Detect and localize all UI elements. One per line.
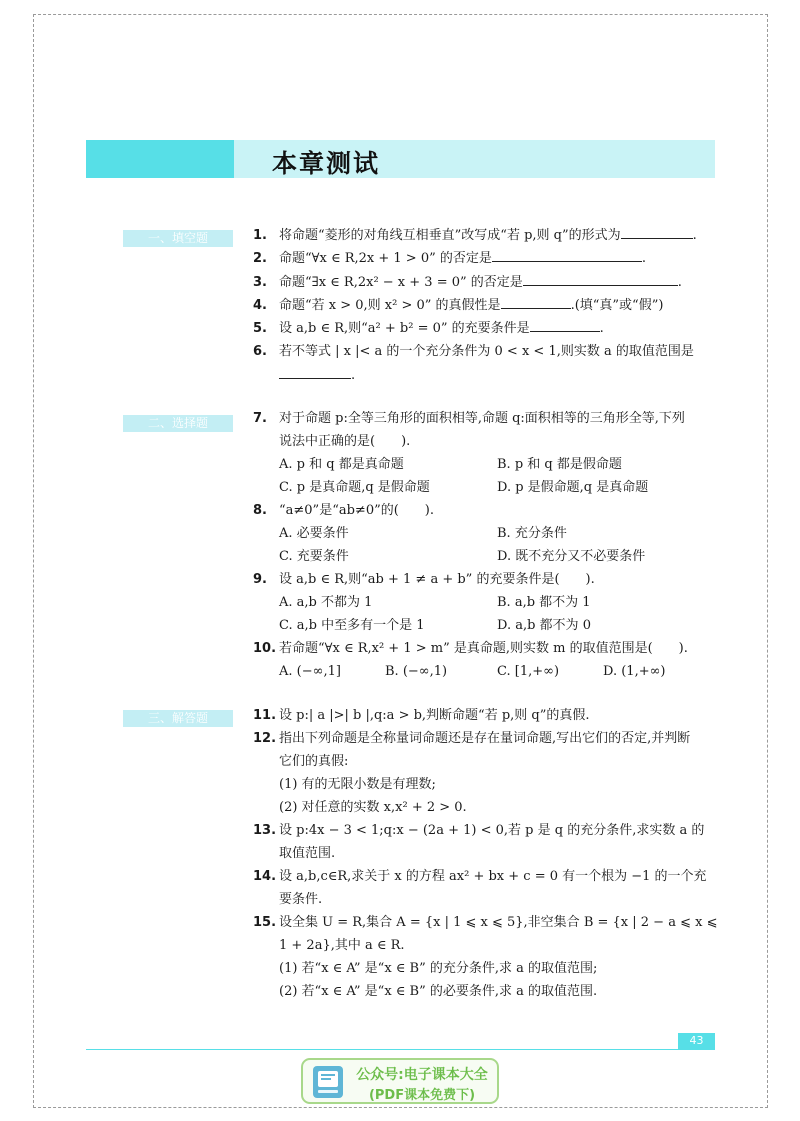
option-9c: C. a,b 中至多有一个是 1	[279, 618, 425, 633]
question-8: 8. “a≠0”是“ab≠0”的( ).	[253, 499, 721, 522]
question-number: 5.	[253, 321, 267, 336]
question-number: 14.	[253, 869, 277, 884]
question-6-continued: .	[279, 364, 355, 387]
option-10a: A. (−∞,1]	[279, 664, 341, 679]
question-11: 11. 设 p:| a |>| b |,q:a > b,判断命题“若 p,则 q”的真假.	[253, 704, 721, 727]
section-label-fill: 一、填空题	[123, 230, 233, 247]
question-3: 3. 命题“∃x ∈ R,2x² − x + 3 = 0” 的否定是 .	[253, 271, 721, 294]
option-10b: B. (−∞,1)	[385, 664, 448, 679]
question-12: 12. 指出下列命题是全称量词命题还是存在量词命题,写出它们的否定,并判断	[253, 727, 721, 750]
question-number: 15.	[253, 915, 277, 930]
option-8d: D. 既不充分又不必要条件	[497, 549, 646, 564]
answer-blank	[279, 364, 351, 379]
question-14: 14. 设 a,b,c∈R,求关于 x 的方程 ax² + bx + c = 0 有一个根为 −1 的一个充	[253, 865, 721, 888]
question-7: 7. 对于命题 p:全等三角形的面积相等,命题 q:面积相等的三角形全等,下列	[253, 407, 721, 430]
chapter-title: 本章测试	[272, 149, 381, 178]
question-6: 6. 若不等式 | x |< a 的一个充分条件为 0 < x < 1,则实数 a 的取值范围是	[253, 340, 721, 363]
option-9a: A. a,b 不都为 1	[279, 595, 373, 610]
option-7c: C. p 是真命题,q 是假命题	[279, 480, 430, 495]
question-number: 12.	[253, 731, 277, 746]
book-logo-icon	[313, 1066, 343, 1098]
question-number: 1.	[253, 228, 267, 243]
question-number: 4.	[253, 298, 267, 313]
title-band-dark	[86, 140, 234, 178]
question-14-continued: 要条件.	[279, 892, 323, 907]
question-13-continued: 取值范围.	[279, 846, 336, 861]
question-number: 9.	[253, 572, 267, 587]
question-4: 4. 命题“若 x > 0,则 x² > 0” 的真假性是 .(填“真”或“假”)	[253, 294, 721, 317]
answer-blank	[621, 224, 693, 239]
question-15: 15. 设全集 U = R,集合 A = {x | 1 ⩽ x ⩽ 5},非空集合 B = {x | 2 − a ⩽ x ⩽	[253, 911, 721, 934]
watermark-badge	[301, 1058, 499, 1104]
question-15-continued: 1 + 2a},其中 a ∈ R.	[279, 938, 405, 953]
answer-blank	[492, 247, 642, 262]
question-number: 8.	[253, 503, 267, 518]
option-8c: C. 充要条件	[279, 549, 349, 564]
question-15-part-1: (1) 若“x ∈ A” 是“x ∈ B” 的充分条件,求 a 的取值范围;	[279, 961, 598, 976]
option-7d: D. p 是假命题,q 是真命题	[497, 480, 649, 495]
question-12-part-1: (1) 有的无限小数是有理数;	[279, 777, 436, 792]
question-number: 6.	[253, 344, 267, 359]
answer-blank	[523, 271, 678, 286]
section-label-choice: 二、选择题	[123, 415, 233, 432]
watermark-line-1: 公众号:电子课本大全	[356, 1067, 488, 1083]
question-5: 5. 设 a,b ∈ R,则“a² + b² = 0” 的充要条件是 .	[253, 317, 721, 340]
answer-blank	[501, 294, 571, 309]
question-13: 13. 设 p:4x − 3 < 1;q:x − (2a + 1) < 0,若 p 是 q 的充分条件,求实数 a 的	[253, 819, 721, 842]
option-9b: B. a,b 都不为 1	[497, 595, 591, 610]
question-12-continued: 它们的真假:	[279, 754, 349, 769]
question-7-continued: 说法中正确的是( ).	[279, 434, 411, 449]
question-1: 1. 将命题“菱形的对角线互相垂直”改写成“若 p,则 q”的形式为 .	[253, 224, 721, 247]
option-9d: D. a,b 都不为 0	[497, 618, 591, 633]
option-8b: B. 充分条件	[497, 526, 567, 541]
question-number: 13.	[253, 823, 277, 838]
question-number: 10.	[253, 641, 277, 656]
question-number: 11.	[253, 708, 277, 723]
section-label-answer: 三、解答题	[123, 710, 233, 727]
option-8a: A. 必要条件	[279, 526, 349, 541]
question-9: 9. 设 a,b ∈ R,则“ab + 1 ≠ a + b” 的充要条件是( ).	[253, 568, 721, 591]
question-2: 2. 命题“∀x ∈ R,2x + 1 > 0” 的否定是 .	[253, 247, 721, 270]
watermark-line-2: (PDF课本免费下)	[368, 1088, 476, 1103]
option-10c: C. [1,+∞)	[497, 664, 560, 679]
answer-blank	[530, 317, 600, 332]
option-7a: A. p 和 q 都是真命题	[279, 457, 404, 472]
option-10d: D. (1,+∞)	[603, 664, 666, 679]
question-12-part-2: (2) 对任意的实数 x,x² + 2 > 0.	[279, 800, 467, 815]
question-number: 3.	[253, 275, 267, 290]
page-number: 43	[678, 1033, 715, 1049]
option-7b: B. p 和 q 都是假命题	[497, 457, 622, 472]
question-15-part-2: (2) 若“x ∈ A” 是“x ∈ B” 的必要条件,求 a 的取值范围.	[279, 984, 598, 999]
footer-rule	[86, 1049, 715, 1050]
question-number: 2.	[253, 251, 267, 266]
question-10: 10. 若命题“∀x ∈ R,x² + 1 > m” 是真命题,则实数 m 的取值范围是( ).	[253, 637, 721, 660]
question-number: 7.	[253, 411, 267, 426]
